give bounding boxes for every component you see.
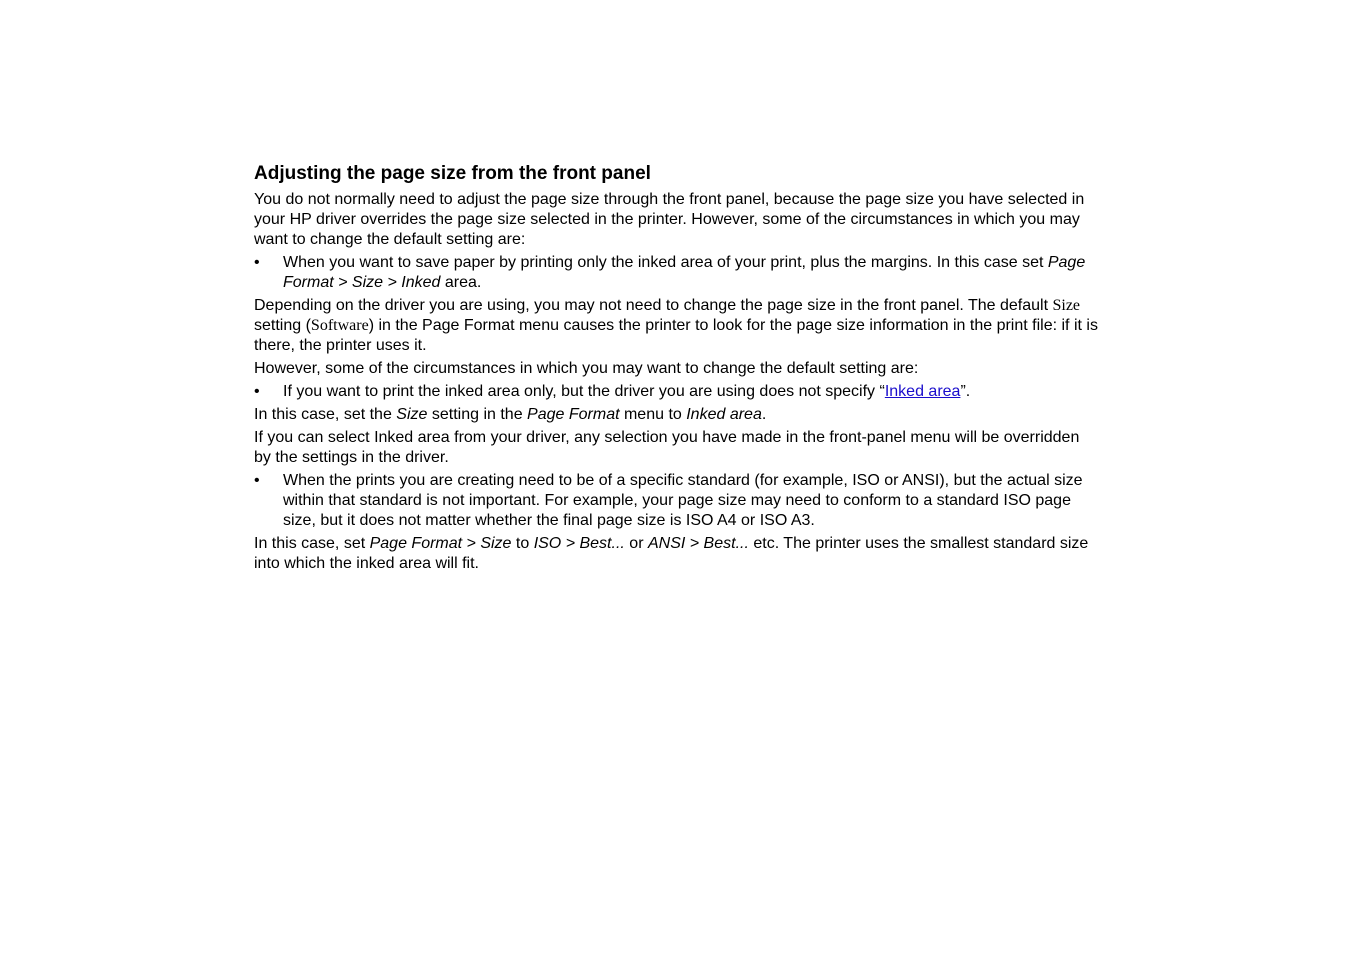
software-term: Software xyxy=(310,317,369,334)
set-size-text-d: . xyxy=(761,406,767,423)
section-heading: Adjusting the page size from the front panel xyxy=(254,163,651,184)
inked-area-term: Inked area xyxy=(686,406,762,423)
best-text-d: etc. The printer uses the smallest standard size into which the inked area will fit. xyxy=(254,535,1089,572)
menu-path: Page Format > Size xyxy=(369,535,512,552)
iso-best-term: ISO > Best... xyxy=(533,535,625,552)
bullet-text: When you want to save paper by printing only the inked area of your print, plus the margins. In this case set xyxy=(283,254,1048,271)
bullet-mark: • xyxy=(254,472,260,489)
driver-text-b: setting ( xyxy=(254,317,311,334)
bullet-text: If you want to print the inked area only, but the driver you are using does not specify “ xyxy=(283,383,885,400)
bullet-tail: area. xyxy=(440,274,482,291)
set-size-text-a: In this case, set the xyxy=(254,406,397,423)
set-size-text-c: menu to xyxy=(619,406,687,423)
size-term: Size xyxy=(1052,297,1081,314)
bullet-item-standard-size xyxy=(254,471,1099,531)
override-paragraph: If you can select Inked area from your driver, any selection you have made in the front-panel menu will be overridden by the settings in the driver. xyxy=(254,429,1080,466)
driver-text-c: ) in the Page Format menu causes the printer to look for the page size information in the print file: if it is there, the printer uses it. xyxy=(254,317,1098,354)
best-text-c: or xyxy=(624,535,648,552)
circumstances-paragraph: However, some of the circumstances in which you may want to change the default setting are: xyxy=(254,360,919,377)
ansi-best-term: ANSI > Best... xyxy=(647,535,749,552)
driver-text-a: Depending on the driver you are using, you may not need to change the page size in the front panel. The default xyxy=(254,297,1053,314)
set-size-text-b: setting in the xyxy=(427,406,528,423)
best-text-b: to xyxy=(511,535,534,552)
inked-area-link[interactable]: Inked area xyxy=(884,383,961,400)
intro-paragraph: You do not normally need to adjust the page size through the front panel, because the page size you have selected in your HP driver overrides the page size selected in the printer. However, some of the circumstances in which you may want to change the default setting are: xyxy=(254,191,1085,248)
size-term: Size xyxy=(396,406,428,423)
driver-paragraph xyxy=(254,296,1099,356)
bullet-text: When the prints you are creating need to be of a specific standard (for example, ISO or ANSI), but the actual size within that standard is not important. For example, your page size may need to conform to a standard ISO page size, but it does not matter whether the final page size is ISO A4 or ISO A3. xyxy=(283,472,1083,529)
bullet-item-save-paper xyxy=(254,253,1099,293)
document-page xyxy=(254,162,1099,577)
bullet-mark: • xyxy=(254,254,260,271)
page-format-term: Page Format xyxy=(527,406,620,423)
bullet-item-inked-area xyxy=(254,382,1099,402)
bullet-mark: • xyxy=(254,383,260,400)
best-text-a: In this case, set xyxy=(254,535,370,552)
menu-path: Page Format > Size > Inked xyxy=(283,254,1086,291)
set-size-paragraph xyxy=(254,405,1099,425)
bullet-tail: ”. xyxy=(960,383,971,400)
best-size-paragraph xyxy=(254,534,1099,574)
